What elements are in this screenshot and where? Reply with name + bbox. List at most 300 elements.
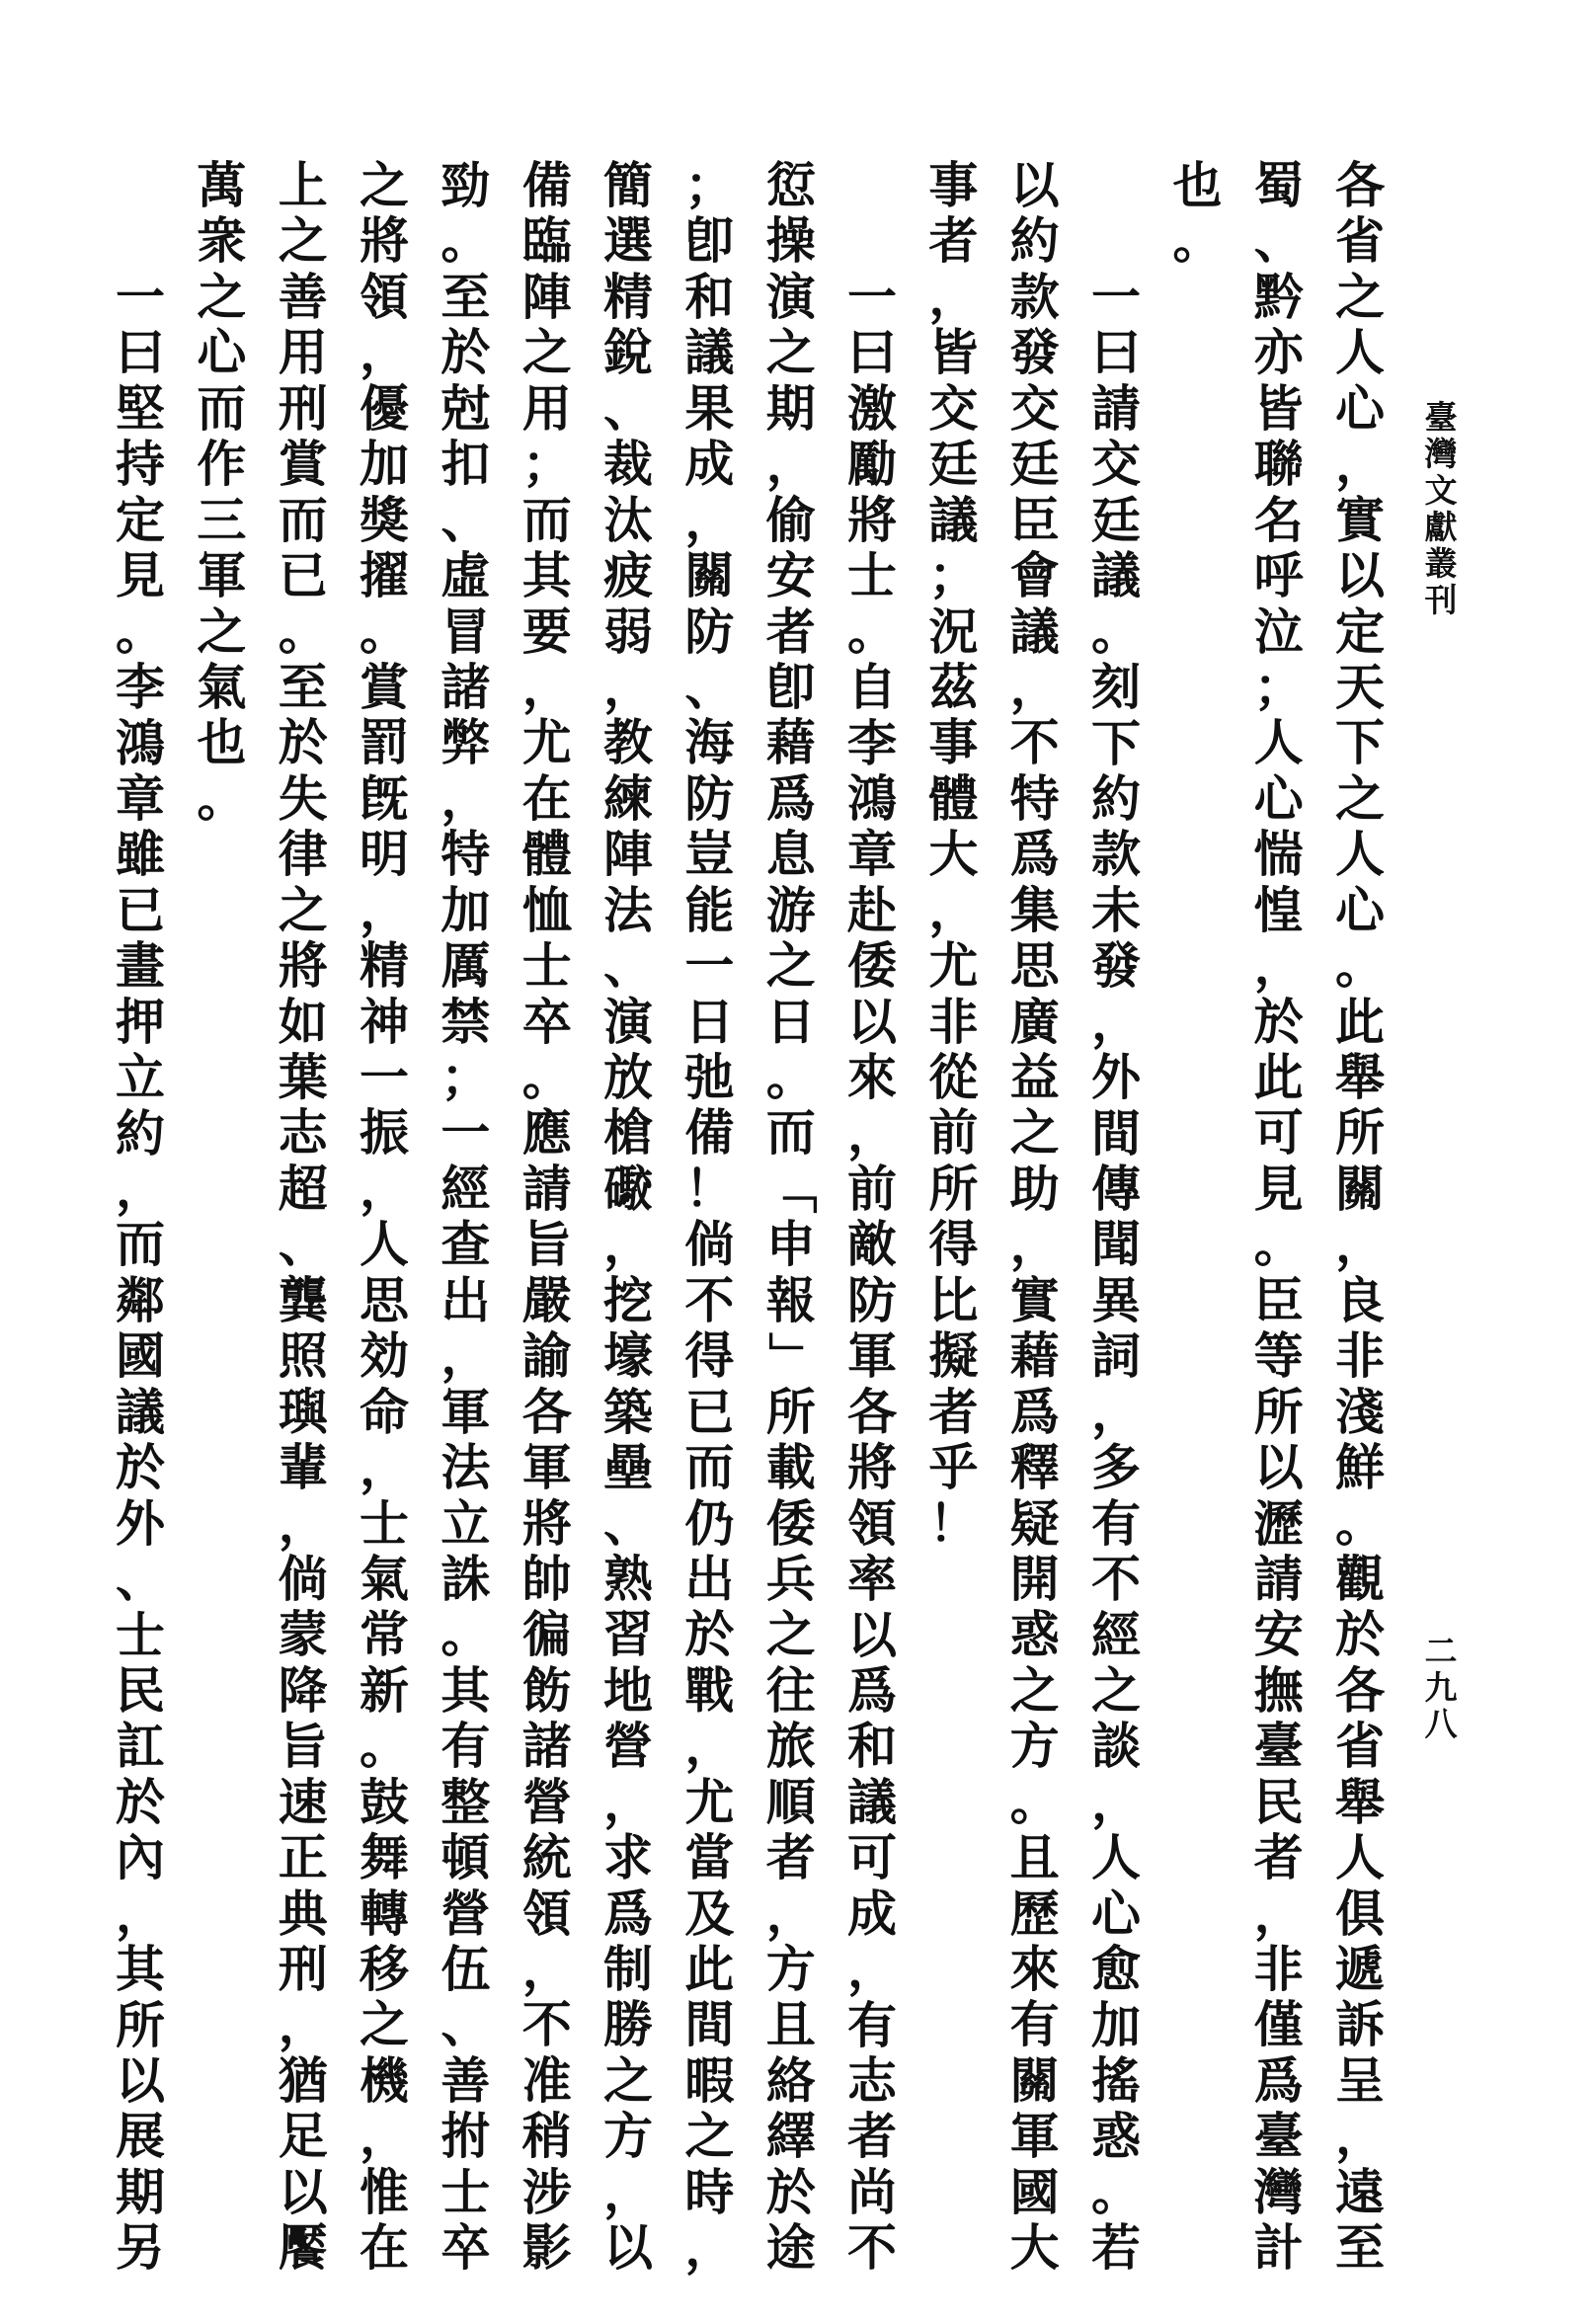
glyph: 特 <box>440 825 491 884</box>
glyph: 體 <box>928 768 979 828</box>
glyph: 關 <box>1009 2050 1060 2110</box>
glyph: 爲 <box>1009 825 1060 884</box>
glyph: 營 <box>521 1772 572 1831</box>
glyph: 一 <box>359 1048 410 1106</box>
glyph: 廷 <box>1091 490 1141 549</box>
glyph: 之 <box>197 601 247 661</box>
glyph: 集 <box>1009 880 1060 939</box>
glyph: 偷 <box>765 490 816 549</box>
glyph: 舞 <box>359 1828 410 1887</box>
glyph: 不 <box>847 2218 898 2278</box>
glyph: 有 <box>847 1995 898 2054</box>
glyph: 黔 <box>1253 267 1304 326</box>
glyph: 助 <box>1009 1159 1060 1218</box>
glyph: ， <box>603 1772 654 1831</box>
glyph: 者 <box>1253 1828 1304 1887</box>
glyph: 以 <box>847 1605 898 1664</box>
glyph: 已 <box>684 1382 735 1441</box>
glyph: 而 <box>197 378 247 438</box>
glyph: 如 <box>278 992 328 1051</box>
glyph: 有 <box>1009 1995 1060 2054</box>
glyph: 其 <box>440 1660 491 1720</box>
glyph: ； <box>684 156 735 214</box>
glyph: 士 <box>847 546 898 605</box>
glyph: 旨 <box>278 1717 328 1776</box>
glyph: 饜 <box>278 2218 328 2278</box>
glyph: 。 <box>1091 601 1141 661</box>
glyph: ， <box>765 435 816 494</box>
glyph: ， <box>440 1326 491 1386</box>
glyph: 且 <box>765 1995 816 2054</box>
glyph: 所 <box>1253 1382 1304 1441</box>
glyph: 勝 <box>603 1995 654 2054</box>
glyph: 築 <box>603 1382 654 1441</box>
glyph: 將 <box>359 211 410 271</box>
glyph: 心 <box>1335 880 1385 939</box>
glyph: 敵 <box>847 1215 898 1274</box>
glyph: 搖 <box>1091 2051 1141 2110</box>
glyph: 。 <box>359 601 410 661</box>
glyph: ； <box>521 435 572 494</box>
glyph: 蒙 <box>278 1605 328 1664</box>
glyph: ； <box>440 1048 491 1106</box>
glyph: 思 <box>1009 936 1060 996</box>
glyph: 者 <box>847 2107 898 2166</box>
glyph: 得 <box>928 1215 979 1274</box>
glyph: 精 <box>603 267 654 326</box>
glyph: 。 <box>278 601 328 661</box>
glyph: 氣 <box>359 1549 410 1608</box>
glyph: 往 <box>765 1660 816 1720</box>
glyph: 民 <box>116 1660 166 1720</box>
glyph: 弱 <box>603 601 654 661</box>
glyph: 茲 <box>928 657 979 716</box>
glyph: 請 <box>1091 378 1141 438</box>
glyph: 擬 <box>928 1326 979 1386</box>
glyph: 多 <box>1091 1438 1141 1497</box>
glyph: 軍 <box>847 1326 898 1386</box>
glyph: 前 <box>847 1160 898 1218</box>
glyph: 展 <box>116 2107 166 2166</box>
glyph: 未 <box>1091 880 1141 939</box>
glyph: 成 <box>684 435 735 494</box>
glyph: 淺 <box>1335 1382 1385 1441</box>
glyph: 等 <box>1253 1326 1304 1386</box>
glyph: 民 <box>1253 1772 1304 1831</box>
glyph: 順 <box>765 1772 816 1831</box>
glyph: 實 <box>1009 1270 1060 1329</box>
glyph: 涉 <box>521 2162 572 2221</box>
glyph: 三 <box>197 490 247 549</box>
glyph: 失 <box>278 768 328 828</box>
glyph: ， <box>684 1717 735 1776</box>
glyph: 將 <box>847 490 898 549</box>
text-column <box>430 158 501 2277</box>
glyph: 地 <box>603 1660 654 1720</box>
glyph: ， <box>116 1883 166 1943</box>
glyph: 體 <box>521 825 572 884</box>
glyph: 議 <box>847 1772 898 1831</box>
glyph: 刑 <box>278 378 328 438</box>
glyph: 軍 <box>440 1382 491 1441</box>
glyph: 軍 <box>521 1438 572 1497</box>
glyph: 者 <box>928 211 979 271</box>
glyph: 灣 <box>1424 435 1458 473</box>
glyph: 有 <box>440 1717 491 1776</box>
glyph: 途 <box>765 2218 816 2278</box>
glyph: 冒 <box>440 601 491 661</box>
glyph: 藉 <box>1009 1326 1060 1386</box>
glyph: 伍 <box>440 1940 491 1998</box>
glyph: 龔 <box>278 1270 328 1329</box>
glyph: 。 <box>1335 936 1385 996</box>
glyph: 異 <box>1091 1270 1141 1329</box>
glyph: 曰 <box>116 323 166 382</box>
glyph: 議 <box>1009 601 1060 661</box>
text-column <box>837 270 908 2277</box>
glyph: 國 <box>1009 2162 1060 2221</box>
glyph: 正 <box>278 1828 328 1887</box>
glyph: 一 <box>847 268 898 326</box>
glyph: ， <box>847 1103 898 1162</box>
glyph: 鼓 <box>359 1772 410 1831</box>
glyph: 人 <box>1335 825 1385 884</box>
glyph: 經 <box>440 1159 491 1218</box>
glyph: 舉 <box>1335 1048 1385 1106</box>
glyph: 於 <box>116 1772 166 1831</box>
glyph: 另 <box>116 2218 166 2278</box>
glyph: 所 <box>765 1382 816 1441</box>
glyph: 非 <box>1253 1940 1304 1998</box>
glyph: 至 <box>278 657 328 716</box>
glyph: 習 <box>603 1605 654 1664</box>
glyph: 。 <box>440 1605 491 1664</box>
glyph: 議 <box>928 490 979 549</box>
glyph: 期 <box>765 378 816 438</box>
glyph: 要 <box>521 601 572 661</box>
glyph: 之 <box>1009 1103 1060 1162</box>
text-column <box>1324 158 1396 2277</box>
glyph: 外 <box>116 1493 166 1553</box>
glyph: 璵 <box>278 1382 328 1441</box>
glyph: 放 <box>603 1048 654 1106</box>
glyph: ， <box>684 490 735 549</box>
glyph: 以 <box>1335 546 1385 605</box>
glyph: 國 <box>116 1326 166 1386</box>
glyph: 藉 <box>765 713 816 772</box>
glyph: 豈 <box>684 825 735 884</box>
glyph: 之 <box>765 323 816 382</box>
glyph: 領 <box>847 1493 898 1553</box>
glyph: 能 <box>684 880 735 939</box>
text-column <box>756 158 827 2277</box>
glyph: 日 <box>684 992 735 1051</box>
glyph: 瀝 <box>1253 1493 1304 1553</box>
glyph: 命 <box>359 1382 410 1441</box>
glyph: 比 <box>928 1270 979 1329</box>
glyph: 尤 <box>684 1772 735 1831</box>
glyph: 移 <box>359 1940 410 1998</box>
glyph: 事 <box>928 156 979 214</box>
glyph: 蜀 <box>1253 156 1304 214</box>
glyph: 扣 <box>440 435 491 494</box>
glyph: 仍 <box>684 1493 735 1553</box>
glyph: 持 <box>116 435 166 494</box>
glyph: 求 <box>603 1828 654 1887</box>
glyph: 之 <box>1091 1660 1141 1720</box>
glyph: 赴 <box>847 880 898 939</box>
glyph: 領 <box>359 267 410 326</box>
glyph: 防 <box>684 601 735 661</box>
glyph: 來 <box>847 1048 898 1107</box>
glyph: 良 <box>1335 1270 1385 1329</box>
glyph: 議 <box>116 1382 166 1441</box>
glyph: 心 <box>1253 768 1304 828</box>
glyph: 之 <box>359 156 410 214</box>
glyph: 款 <box>1091 825 1141 884</box>
glyph: 關 <box>1335 1159 1385 1218</box>
glyph: 影 <box>521 2218 572 2278</box>
glyph: 獎 <box>359 490 410 549</box>
glyph: 者 <box>765 1828 816 1887</box>
glyph: 刑 <box>278 1940 328 1998</box>
glyph: 防 <box>684 768 735 828</box>
glyph: 省 <box>1335 1717 1385 1776</box>
glyph: 交 <box>928 378 979 438</box>
glyph: ！ <box>684 1159 735 1218</box>
glyph: 作 <box>197 435 247 494</box>
glyph: 撫 <box>1253 1660 1304 1720</box>
glyph: 善 <box>440 2050 491 2110</box>
glyph: 。 <box>765 1048 816 1106</box>
glyph: 用 <box>278 323 328 382</box>
glyph: 來 <box>1009 1940 1060 1998</box>
glyph: 廷 <box>928 435 979 494</box>
text-column <box>1243 158 1315 2277</box>
glyph: 而 <box>765 1103 816 1162</box>
glyph: ， <box>847 1940 898 1999</box>
glyph: 果 <box>684 378 735 438</box>
glyph: 也 <box>197 713 247 772</box>
glyph: 演 <box>603 992 654 1051</box>
glyph: 尤 <box>928 936 979 996</box>
glyph: 傳 <box>1091 1160 1141 1218</box>
glyph: 請 <box>521 1159 572 1218</box>
glyph: 用 <box>521 378 572 438</box>
glyph: 之 <box>1335 267 1385 326</box>
glyph: 定 <box>1335 601 1385 661</box>
glyph: 帥 <box>521 1549 572 1608</box>
glyph: 頓 <box>440 1828 491 1887</box>
glyph: 在 <box>521 768 572 828</box>
glyph: 聞 <box>1091 1215 1141 1274</box>
glyph: 軍 <box>1009 2107 1060 2166</box>
glyph: 其 <box>521 546 572 605</box>
glyph: 爲 <box>765 768 816 828</box>
glyph: 常 <box>359 1605 410 1664</box>
glyph: 歷 <box>1009 1883 1060 1943</box>
glyph: 操 <box>765 211 816 271</box>
glyph: 游 <box>765 880 816 939</box>
glyph: 壕 <box>603 1326 654 1386</box>
glyph: 之 <box>1009 1660 1060 1720</box>
glyph: 於 <box>765 2162 816 2221</box>
glyph: 天 <box>1335 657 1385 716</box>
glyph: 亦 <box>1253 323 1304 382</box>
glyph: 陣 <box>603 825 654 884</box>
glyph: 泣 <box>1253 601 1304 661</box>
glyph: 間 <box>684 1995 735 2054</box>
glyph: 營 <box>603 1717 654 1776</box>
glyph: 立 <box>440 1493 491 1553</box>
glyph: 虛 <box>440 546 491 605</box>
glyph: 罰 <box>359 713 410 772</box>
glyph: 倘 <box>278 1549 328 1608</box>
glyph: 爲 <box>847 1660 898 1720</box>
glyph: 計 <box>1253 2218 1304 2278</box>
glyph: 息 <box>765 825 816 884</box>
glyph: 請 <box>1253 1549 1304 1608</box>
glyph: 至 <box>440 267 491 326</box>
glyph: 一 <box>1091 268 1141 326</box>
glyph: 約 <box>1009 211 1060 271</box>
glyph: 會 <box>1009 546 1060 605</box>
glyph: 法 <box>603 880 654 939</box>
glyph: 人 <box>359 1215 410 1274</box>
glyph: 旅 <box>765 1717 816 1776</box>
glyph: 於 <box>116 1438 166 1497</box>
glyph: 心 <box>1335 378 1385 438</box>
glyph: 安 <box>1253 1605 1304 1664</box>
glyph: 臣 <box>1009 490 1060 549</box>
glyph: ， <box>1091 992 1141 1051</box>
glyph: 諭 <box>521 1326 572 1386</box>
glyph: 開 <box>1009 1549 1060 1608</box>
glyph: 旨 <box>521 1215 572 1274</box>
glyph: 應 <box>521 1103 572 1162</box>
glyph: 灣 <box>1253 2162 1304 2221</box>
glyph: 。 <box>197 768 247 828</box>
glyph: 各 <box>1335 156 1385 214</box>
glyph: 臺 <box>1424 398 1458 437</box>
glyph: ！ <box>928 1493 979 1553</box>
glyph: ， <box>928 267 979 326</box>
glyph: 汰 <box>603 490 654 549</box>
glyph: 非 <box>1335 1326 1385 1386</box>
glyph: 下 <box>1335 713 1385 772</box>
glyph: 聯 <box>1253 435 1304 494</box>
glyph: 將 <box>521 1493 572 1553</box>
glyph: 裁 <box>603 435 654 494</box>
glyph: 倭 <box>765 1493 816 1553</box>
glyph: 陣 <box>521 267 572 326</box>
glyph: 李 <box>116 658 166 717</box>
glyph: 槍 <box>603 1103 654 1162</box>
glyph: 從 <box>928 1048 979 1106</box>
glyph: 時 <box>684 2162 735 2221</box>
glyph: 善 <box>278 267 328 326</box>
glyph: 士 <box>116 1605 166 1664</box>
glyph: 報 <box>765 1270 816 1329</box>
glyph: 之 <box>278 880 328 939</box>
glyph: 鮮 <box>1335 1438 1385 1497</box>
glyph: 各 <box>521 1382 572 1441</box>
glyph: 加 <box>359 435 410 494</box>
glyph: 者 <box>928 1382 979 1441</box>
glyph: 省 <box>1335 211 1385 271</box>
glyph: 其 <box>116 1940 166 1999</box>
glyph: 皆 <box>928 323 979 382</box>
glyph: 律 <box>278 825 328 884</box>
glyph: 徧 <box>521 1605 572 1664</box>
glyph: 而 <box>116 1215 166 1274</box>
glyph: 在 <box>359 2218 410 2278</box>
glyph: 加 <box>440 880 491 939</box>
glyph: 內 <box>116 1828 166 1887</box>
glyph: 以 <box>1009 156 1060 214</box>
glyph: 大 <box>928 825 979 884</box>
glyph: 足 <box>278 2107 328 2166</box>
glyph: ， <box>359 323 410 382</box>
glyph: 況 <box>928 601 979 661</box>
glyph: 所 <box>1335 1103 1385 1162</box>
glyph: 章 <box>847 825 898 884</box>
glyph: 鴻 <box>847 768 898 828</box>
glyph: ， <box>1253 1883 1304 1943</box>
glyph: 之 <box>684 2107 735 2166</box>
glyph: 飭 <box>521 1660 572 1720</box>
text-column <box>1161 158 1233 270</box>
glyph: 勁 <box>440 156 491 214</box>
glyph: 曰 <box>1091 323 1141 382</box>
glyph: 可 <box>847 1828 898 1887</box>
glyph: 議 <box>1091 546 1141 605</box>
glyph: 營 <box>440 1883 491 1943</box>
glyph: 整 <box>440 1772 491 1831</box>
glyph: 和 <box>684 267 735 326</box>
glyph: 礮 <box>603 1159 654 1218</box>
glyph: 。 <box>847 601 898 661</box>
glyph: 將 <box>278 936 328 996</box>
glyph: ， <box>440 768 491 828</box>
glyph: 間 <box>1091 1103 1141 1162</box>
glyph: 方 <box>1009 1717 1060 1776</box>
glyph: 、 <box>603 378 654 438</box>
glyph: 各 <box>1335 1660 1385 1720</box>
glyph: 者 <box>765 601 816 661</box>
glyph: 叢 <box>1424 544 1458 583</box>
glyph: ， <box>928 880 979 939</box>
glyph: 熟 <box>603 1549 654 1608</box>
glyph: 自 <box>847 658 898 717</box>
glyph: 此 <box>1335 992 1385 1051</box>
glyph: 尚 <box>847 2162 898 2221</box>
glyph: 挖 <box>603 1270 654 1329</box>
glyph: 九 <box>1424 1668 1458 1707</box>
glyph: 已 <box>116 880 166 939</box>
glyph: 遞 <box>1335 1940 1385 1998</box>
glyph: 廷 <box>1009 435 1060 494</box>
glyph: 曰 <box>847 323 898 382</box>
glyph: 倭 <box>847 936 898 996</box>
glyph: ； <box>1253 657 1304 716</box>
glyph: 心 <box>1091 1883 1141 1943</box>
glyph: 士 <box>440 2162 491 2221</box>
glyph: 約 <box>1091 768 1141 828</box>
glyph: 禁 <box>440 992 491 1051</box>
glyph: 畫 <box>116 936 166 996</box>
glyph: 至 <box>1335 2218 1385 2278</box>
